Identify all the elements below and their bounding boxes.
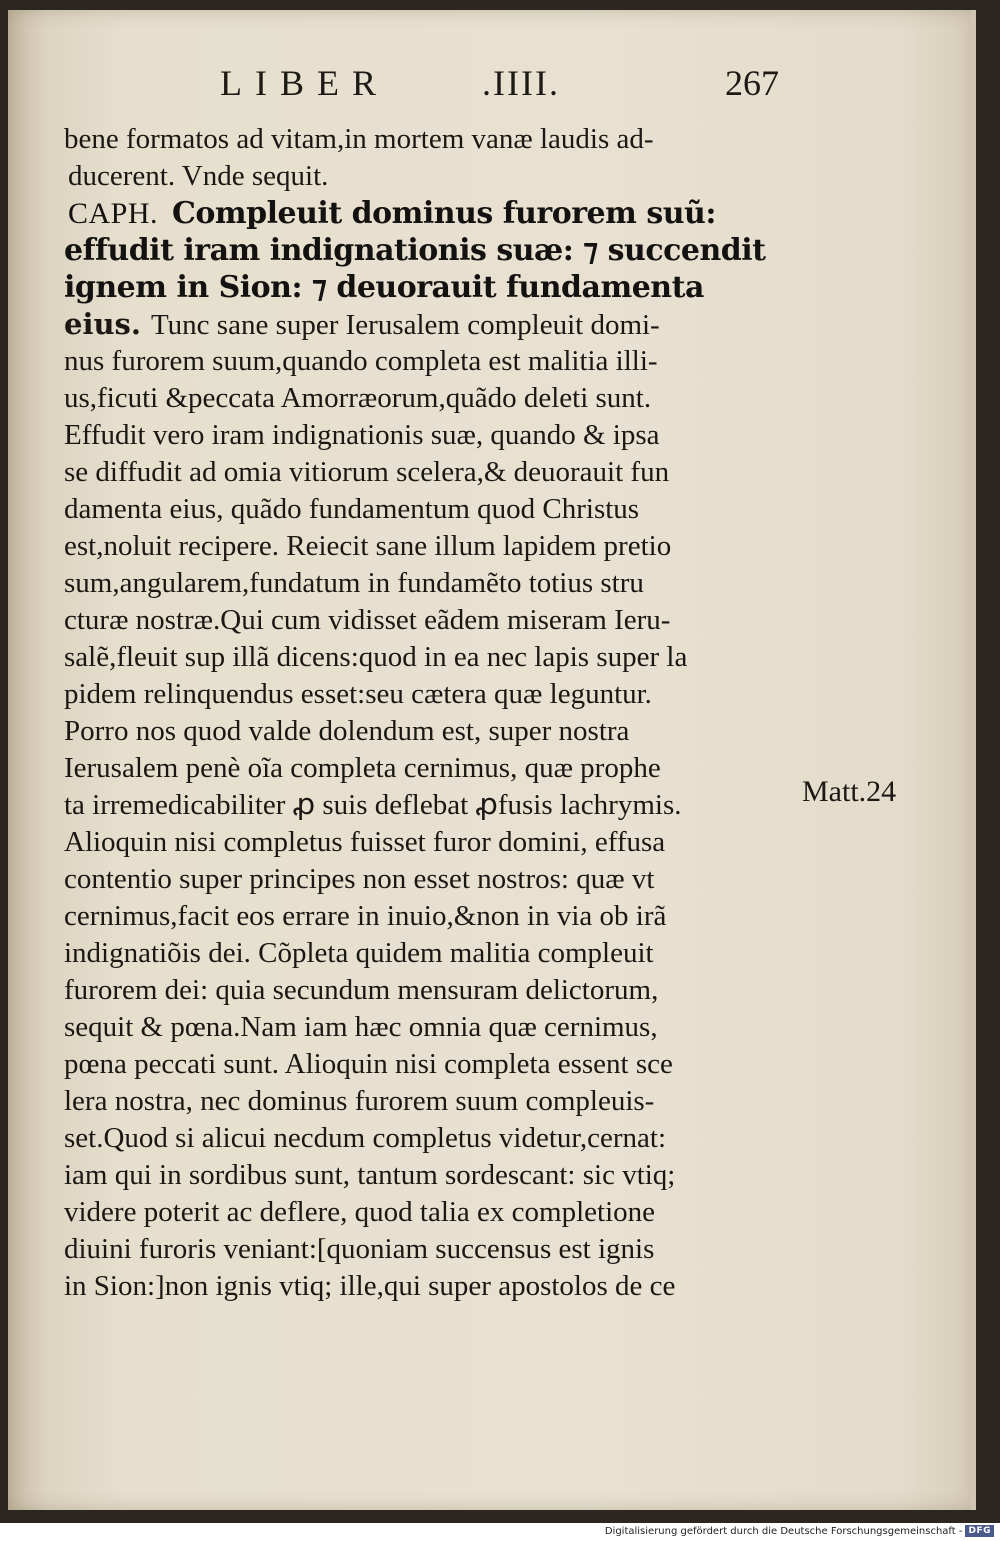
text-line: se diffudit ad omia vitiorum scelera,& deuorauit fun <box>64 456 670 488</box>
text-line: diuini furoris veniant:[quoniam succensus est ignis <box>64 1233 655 1265</box>
text-line: cernimus,facit eos errare in inuio,&non in via ob irã <box>64 900 667 932</box>
text-line: est,noluit recipere. Reiecit sane illum lapidem pretio <box>64 530 672 562</box>
text-line: cturæ nostræ.Qui cum vidisset eãdem miseram Ieru- <box>64 604 671 636</box>
commentary-start-text: Tunc sane super Ierusalem compleuit domi- <box>150 309 660 341</box>
dfg-logo-icon: DFG <box>965 1525 994 1537</box>
text-line: nus furorem suum,quando completa est malitia illi- <box>64 345 658 377</box>
text-line: videre poterit ac deflere, quod talia ex completione <box>64 1196 656 1228</box>
chapter-verse-text: Compleuit dominus furorem suũ: <box>172 196 716 231</box>
text-line <box>64 306 804 343</box>
running-head-book-number: .IIII. <box>482 63 560 103</box>
text-line: sequit & pœna.Nam iam hæc omnia quæ cernimus, <box>64 1011 658 1043</box>
marginal-note-reference: Matt.24 <box>802 775 897 808</box>
text-line: Effudit vero iram indignationis suæ, quando & ipsa <box>64 419 660 451</box>
text-line: us,ficuti &peccata Amorræorum,quãdo deleti sunt. <box>64 382 652 414</box>
text-line: salẽ,fleuit sup illã dicens:quod in ea nec lapis super la <box>64 641 688 673</box>
chapter-heading-line <box>64 195 804 232</box>
text-line: iam qui in sordibus sunt, tantum sordescant: sic vtiq; <box>64 1159 676 1191</box>
text-line: set.Quod si alicui necdum completus videtur,cernat: <box>64 1122 667 1154</box>
text-line: furorem dei: quia secundum mensuram delictorum, <box>64 974 659 1006</box>
text-line: pœna peccati sunt. Alioquin nisi completa essent sce <box>64 1048 673 1080</box>
credit-text: Digitalisierung gefördert durch die Deutsche Forschungsgemeinschaft - <box>604 1526 963 1537</box>
text-line: ta irremedicabiliter ꝓ suis deflebat ꝓfusis lachrymis. <box>64 789 682 821</box>
folio-number: 267 <box>725 63 779 103</box>
text-line: pidem relinquendus esset:seu cætera quæ leguntur. <box>64 678 652 710</box>
text-line: lera nostra, nec dominus furorem suum compleuis- <box>64 1085 655 1117</box>
verse-line: effudit iram indignationis suæ: ⁊ succendit <box>64 233 766 268</box>
chapter-label: CAPH. <box>68 197 159 230</box>
page-edge <box>970 10 976 1510</box>
text-line: Ierusalem penè oĩa completa cernimus, quæ prophe <box>64 752 661 784</box>
running-head-title: LIBER <box>220 63 389 103</box>
verse-line: ignem in Sion: ⁊ deuorauit fundamenta <box>64 270 704 305</box>
text-line: sum,angularem,fundatum in fundamẽto totius stru <box>64 567 644 599</box>
text-line: ducerent. Vnde sequit. <box>68 160 329 192</box>
main-text-block <box>64 121 804 1305</box>
text-line: bene formatos ad vitam,in mortem vanæ laudis ad‑ <box>64 123 654 155</box>
text-line: Alioquin nisi completus fuisset furor domini, effusa <box>64 826 666 858</box>
digitization-credit <box>605 1525 994 1539</box>
running-head <box>220 62 800 106</box>
text-line: Porro nos quod valde dolendum est, super nostra <box>64 715 630 747</box>
text-line: contentio super principes non esset nostros: quæ vt <box>64 863 655 895</box>
text-line: in Sion:]non ignis vtiq; ille,qui super apostolos de ce <box>64 1270 676 1302</box>
verse-end-word: eius. <box>64 307 141 341</box>
text-line: indignatiõis dei. Cõpleta quidem malitia compleuit <box>64 937 654 969</box>
text-line: damenta eius, quãdo fundamentum quod Christus <box>64 493 640 525</box>
